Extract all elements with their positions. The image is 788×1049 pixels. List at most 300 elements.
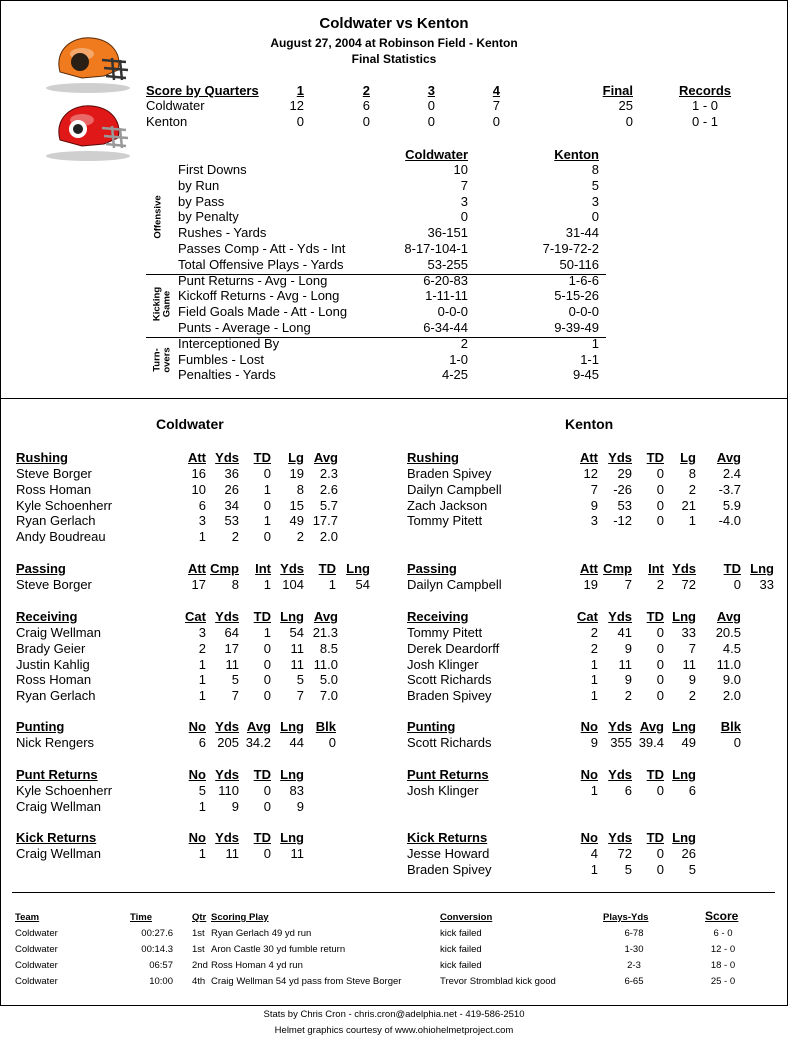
passing-col-header: TD	[318, 561, 336, 576]
score-record-value: 1 - 0	[691, 98, 718, 113]
player-stat-value: 11	[225, 846, 239, 861]
player-stat-value: 0	[328, 735, 336, 750]
player-name: Josh Klinger	[407, 783, 479, 798]
player-name: Braden Spivey	[407, 688, 492, 703]
scoring-play: Ryan Gerlach 49 yd run	[211, 928, 312, 939]
player-stat-value: 1	[263, 625, 271, 640]
score-quarter-value: 0	[362, 114, 370, 129]
player-stat-value: 9	[624, 672, 632, 687]
player-stat-value: 7	[590, 482, 598, 497]
player-stat-value: 8.5	[319, 641, 338, 656]
records-header: Records	[678, 83, 732, 98]
player-name: Craig Wellman	[16, 846, 102, 861]
player-stat-value: 8	[231, 577, 239, 592]
player-stat-value: 0	[656, 625, 664, 640]
player-stat-value: 11	[290, 641, 304, 656]
scoring-team: Coldwater	[15, 960, 58, 971]
player-stat-value: 2	[688, 688, 696, 703]
player-stat-value: 19	[583, 577, 598, 592]
receiving-col-header: Cat	[577, 609, 598, 624]
coldwater-helmet-icon	[42, 30, 134, 94]
player-stat-value: 72	[681, 577, 696, 592]
punting-col-header: No	[188, 719, 206, 734]
punt-returns-col-header: TD	[253, 767, 271, 782]
score-final-value: 0	[625, 114, 633, 129]
punt-returns-col-header: TD	[646, 767, 664, 782]
player-stat-value: 36	[224, 466, 239, 481]
player-stat-value: 2	[624, 688, 632, 703]
player-stat-value: 2.0	[722, 688, 741, 703]
player-stat-value: 5.0	[319, 672, 338, 687]
player-stat-value: 0	[656, 657, 664, 672]
kick-returns-col-header: No	[580, 830, 598, 845]
receiving-col-header: Yds	[608, 609, 632, 624]
player-stat-value: 0	[263, 498, 271, 513]
scoring-play: Ross Homan 4 yd run	[211, 960, 303, 971]
player-stat-value: 53	[224, 513, 239, 528]
page-subtitle-2: Final Statistics	[351, 52, 437, 66]
player-stat-value: 17	[224, 641, 239, 656]
player-stat-value: 0	[263, 688, 271, 703]
player-stat-value: 6	[624, 783, 632, 798]
player-stat-value: 0	[656, 862, 664, 877]
player-name: Braden Spivey	[407, 862, 492, 877]
player-stat-value: 44	[289, 735, 304, 750]
score-quarter-value: 0	[427, 98, 435, 113]
player-stat-value: 7	[231, 688, 239, 703]
player-name: Ryan Gerlach	[16, 513, 96, 528]
scoring-header-play: Scoring Play	[211, 912, 269, 923]
player-stat-value: 54	[355, 577, 370, 592]
kick-returns-title: Kick Returns	[407, 830, 488, 845]
player-stat-value: 1	[198, 672, 206, 687]
player-stat-value: 2	[656, 577, 664, 592]
team-stat-kenton: 50-116	[559, 257, 599, 272]
player-stat-value: 0	[263, 529, 271, 544]
passing-col-header: Yds	[280, 561, 304, 576]
player-stat-value: 4	[590, 846, 598, 861]
team-stat-name: by Penalty	[178, 209, 239, 224]
punt-returns-col-header: Lng	[672, 767, 696, 782]
team-stat-kenton: 1-1	[580, 352, 599, 367]
player-name: Ryan Gerlach	[16, 688, 96, 703]
player-name: Craig Wellman	[16, 625, 102, 640]
scoring-conversion: kick failed	[440, 928, 482, 939]
player-stat-value: 34	[224, 498, 239, 513]
player-stat-value: 26	[224, 482, 239, 497]
stat-group-label: Turn- overs	[151, 346, 173, 373]
player-stat-value: 33	[681, 625, 696, 640]
player-name: Dailyn Campbell	[407, 577, 502, 592]
team-stat-name: Total Offensive Plays - Yards	[178, 257, 344, 272]
player-stat-value: 11	[682, 657, 696, 672]
player-stat-value: 0	[656, 672, 664, 687]
kick-returns-col-header: Yds	[608, 830, 632, 845]
team-stat-name: Passes Comp - Att - Yds - Int	[178, 241, 346, 256]
player-stat-value: 1	[198, 529, 206, 544]
player-stat-value: 2	[688, 482, 696, 497]
player-stat-value: 39.4	[638, 735, 664, 750]
player-stat-value: 72	[617, 846, 632, 861]
player-stat-value: 41	[617, 625, 632, 640]
receiving-col-header: Lng	[672, 609, 696, 624]
team-stat-kenton: 8	[591, 162, 599, 177]
quarter-4-header: 4	[492, 83, 500, 98]
scoring-conversion: Trevor Stromblad kick good	[440, 976, 556, 987]
passing-title: Passing	[407, 561, 457, 576]
player-stat-value: 16	[191, 466, 206, 481]
scoring-qtr: 1st	[192, 944, 205, 955]
player-stat-value: 6	[198, 498, 206, 513]
kick-returns-col-header: Lng	[280, 830, 304, 845]
player-name: Zach Jackson	[407, 498, 488, 513]
player-stat-value: 26	[681, 846, 696, 861]
punting-col-header: Yds	[215, 719, 239, 734]
player-stat-value: 0	[656, 688, 664, 703]
team-stat-kenton: 3	[591, 194, 599, 209]
kick-returns-col-header: Yds	[215, 830, 239, 845]
player-name: Jesse Howard	[407, 846, 490, 861]
scoring-play: Craig Wellman 54 yd pass from Steve Borger	[211, 976, 402, 987]
player-name: Andy Boudreau	[16, 529, 106, 544]
player-stat-value: 0	[733, 735, 741, 750]
rushing-title: Rushing	[407, 450, 459, 465]
player-stat-value: 5.7	[319, 498, 338, 513]
player-stat-value: 0	[263, 657, 271, 672]
player-stat-value: 9	[688, 672, 696, 687]
rushing-col-header: Att	[187, 450, 206, 465]
player-stat-value: 1	[263, 577, 271, 592]
player-stat-value: 11	[290, 846, 304, 861]
player-name: Kyle Schoenherr	[16, 783, 113, 798]
scoring-conversion: kick failed	[440, 960, 482, 971]
team-stat-coldwater: 7	[460, 178, 468, 193]
player-stat-value: 0	[263, 641, 271, 656]
player-stat-value: 5	[231, 672, 239, 687]
team-stat-coldwater: 4-25	[441, 367, 468, 382]
score-quarter-value: 0	[427, 114, 435, 129]
player-stat-value: 0	[656, 513, 664, 528]
player-name: Ross Homan	[16, 672, 92, 687]
player-name: Nick Rengers	[16, 735, 95, 750]
passing-col-header: Lng	[346, 561, 370, 576]
team-stat-name: Rushes - Yards	[178, 225, 267, 240]
player-stat-value: 6	[198, 735, 206, 750]
stat-group-label: Kicking Game	[151, 287, 173, 322]
team-stat-coldwater: 53-255	[427, 257, 468, 272]
score-quarter-value: 0	[492, 114, 500, 129]
team-stat-coldwater: 6-20-83	[423, 273, 468, 288]
scoring-time: 00:27.6	[141, 928, 173, 939]
player-stat-value: 1	[590, 672, 598, 687]
quarter-3-header: 3	[427, 83, 435, 98]
player-stat-value: 2.6	[319, 482, 338, 497]
player-stat-value: 1	[263, 513, 271, 528]
rushing-col-header: Avg	[313, 450, 338, 465]
team-stat-coldwater: 36-151	[427, 225, 468, 240]
right-team-header: Kenton	[565, 416, 614, 432]
player-stat-value: 2.0	[319, 529, 338, 544]
score-final-value: 25	[618, 98, 633, 113]
player-stat-value: 11.0	[716, 657, 741, 672]
score-quarter-value: 0	[296, 114, 304, 129]
player-stat-value: 0	[263, 846, 271, 861]
team-stat-coldwater: 2	[460, 336, 468, 351]
team-stat-coldwater: 0-0-0	[437, 304, 468, 319]
scoring-qtr: 2nd	[192, 960, 208, 971]
scoring-score: 18 - 0	[710, 960, 736, 971]
scoring-time: 06:57	[149, 960, 173, 971]
player-stat-value: 5	[296, 672, 304, 687]
team-stat-kenton: 9-45	[572, 367, 599, 382]
kick-returns-col-header: Lng	[672, 830, 696, 845]
scoring-qtr: 4th	[192, 976, 206, 987]
punting-col-header: Avg	[639, 719, 664, 734]
player-stat-value: 0	[263, 799, 271, 814]
player-stat-value: 11.0	[313, 657, 338, 672]
scoring-header-conversion: Conversion	[440, 912, 493, 923]
player-stat-value: -3.7	[718, 482, 741, 497]
rushing-col-header: TD	[646, 450, 664, 465]
player-stat-value: 11	[290, 657, 304, 672]
receiving-title: Receiving	[16, 609, 78, 624]
scoring-header-team: Team	[15, 912, 40, 923]
passing-col-header: TD	[723, 561, 741, 576]
player-stat-value: 110	[218, 783, 239, 798]
player-stat-value: 3	[590, 513, 598, 528]
player-stat-value: 1	[688, 513, 696, 528]
punting-col-header: Blk	[315, 719, 336, 734]
player-stat-value: 0	[656, 846, 664, 861]
punt-returns-col-header: Yds	[215, 767, 239, 782]
rushing-col-header: TD	[253, 450, 271, 465]
team-stat-name: by Pass	[178, 194, 225, 209]
player-stat-value: 49	[681, 735, 696, 750]
passing-title: Passing	[16, 561, 66, 576]
scoring-conversion: kick failed	[440, 944, 482, 955]
receiving-title: Receiving	[407, 609, 469, 624]
player-stat-value: 7	[688, 641, 696, 656]
rushing-col-header: Yds	[608, 450, 632, 465]
punting-col-header: Blk	[720, 719, 741, 734]
punt-returns-col-header: Yds	[608, 767, 632, 782]
receiving-col-header: Lng	[280, 609, 304, 624]
rushing-col-header: Yds	[215, 450, 239, 465]
team-stat-coldwater: 6-34-44	[423, 320, 468, 335]
score-team-name: Kenton	[146, 114, 188, 129]
punting-col-header: Lng	[280, 719, 304, 734]
player-stat-value: 0	[263, 672, 271, 687]
final-header: Final	[602, 83, 633, 98]
player-stat-value: 83	[289, 783, 304, 798]
quarter-1-header: 1	[296, 83, 304, 98]
player-name: Braden Spivey	[407, 466, 492, 481]
stat-group-label: Offensive	[151, 195, 163, 239]
player-stat-value: 17	[191, 577, 206, 592]
score-quarter-value: 7	[492, 98, 500, 113]
player-stat-value: 11	[225, 657, 239, 672]
player-stat-value: -26	[613, 482, 632, 497]
player-stat-value: 1	[590, 783, 598, 798]
scoring-score: 6 - 0	[713, 928, 733, 939]
punting-col-header: Avg	[246, 719, 271, 734]
receiving-col-header: TD	[646, 609, 664, 624]
team-stats-col1: Coldwater	[405, 147, 468, 162]
team-stat-coldwater: 8-17-104-1	[404, 241, 468, 256]
rushing-col-header: Att	[579, 450, 598, 465]
scoring-header-time: Time	[130, 912, 153, 923]
team-stat-name: by Run	[178, 178, 220, 193]
player-name: Scott Richards	[407, 672, 492, 687]
player-stat-value: 0	[656, 482, 664, 497]
player-stat-value: 10	[191, 482, 206, 497]
player-stat-value: 54	[289, 625, 304, 640]
scoring-team: Coldwater	[15, 944, 58, 955]
player-stat-value: 8	[296, 482, 304, 497]
player-stat-value: 1	[263, 482, 271, 497]
scoring-divider	[12, 892, 775, 893]
scoring-plays-yds: 6-65	[624, 976, 644, 987]
player-stat-value: 0	[733, 577, 741, 592]
player-stat-value: 11	[618, 657, 632, 672]
player-stat-value: 2.3	[319, 466, 338, 481]
player-stat-value: 5	[688, 862, 696, 877]
punting-title: Punting	[16, 719, 65, 734]
team-stats-col2: Kenton	[554, 147, 599, 162]
player-stat-value: 29	[617, 466, 632, 481]
player-stat-value: 7.0	[319, 688, 338, 703]
player-stat-value: 15	[289, 498, 304, 513]
player-stat-value: 3	[198, 513, 206, 528]
player-stat-value: 20.5	[715, 625, 741, 640]
team-stat-name: First Downs	[178, 162, 247, 177]
player-stat-value: -12	[613, 513, 632, 528]
player-stat-value: 2	[296, 529, 304, 544]
receiving-col-header: Avg	[716, 609, 741, 624]
player-stat-value: 21	[681, 498, 696, 513]
team-stat-kenton: 0-0-0	[568, 304, 599, 319]
passing-col-header: Lng	[750, 561, 774, 576]
rushing-col-header: Lg	[680, 450, 696, 465]
player-stat-value: 9	[590, 498, 598, 513]
team-stat-kenton: 5	[591, 178, 599, 193]
team-stat-name: Field Goals Made - Att - Long	[178, 304, 348, 319]
page-title: Coldwater vs Kenton	[319, 15, 469, 32]
rushing-col-header: Lg	[288, 450, 304, 465]
team-stat-kenton: 0	[591, 209, 599, 224]
player-stat-value: 7	[624, 577, 632, 592]
player-stat-value: 0	[263, 783, 271, 798]
scoring-header-plays-yds: Plays-Yds	[603, 912, 649, 923]
player-stat-value: 9	[296, 799, 304, 814]
scoring-plays-yds: 6-78	[624, 928, 644, 939]
receiving-col-header: Yds	[215, 609, 239, 624]
scoring-time: 10:00	[149, 976, 173, 987]
player-stat-value: 0	[656, 783, 664, 798]
team-stat-kenton: 31-44	[565, 225, 599, 240]
team-stat-coldwater: 1-0	[449, 352, 468, 367]
punt-returns-col-header: No	[580, 767, 598, 782]
player-name: Ross Homan	[16, 482, 92, 497]
player-stat-value: 0	[656, 641, 664, 656]
player-stat-value: 0	[656, 498, 664, 513]
scoring-score: 25 - 0	[710, 976, 736, 987]
player-stat-value: 64	[224, 625, 239, 640]
punting-col-header: No	[580, 719, 598, 734]
player-stat-value: 104	[282, 577, 304, 592]
punt-returns-title: Punt Returns	[407, 767, 489, 782]
team-stat-name: Punts - Average - Long	[178, 320, 311, 335]
player-stat-value: 1	[198, 799, 206, 814]
score-team-name: Coldwater	[146, 98, 205, 113]
player-stat-value: 205	[217, 735, 239, 750]
team-stat-name: Fumbles - Lost	[178, 352, 264, 367]
player-stat-value: 1	[328, 577, 336, 592]
player-stat-value: 1	[198, 657, 206, 672]
team-stat-kenton: 5-15-26	[554, 288, 599, 303]
left-team-header: Coldwater	[156, 416, 224, 432]
team-stat-name: Interceptioned By	[178, 336, 280, 351]
team-stat-name: Punt Returns - Avg - Long	[178, 273, 328, 288]
quarter-2-header: 2	[362, 83, 370, 98]
player-name: Tommy Pitett	[407, 625, 483, 640]
player-stat-value: 33	[759, 577, 774, 592]
player-stat-value: 12	[583, 466, 598, 481]
team-stat-name: Kickoff Returns - Avg - Long	[178, 288, 340, 303]
player-name: Justin Kahlig	[16, 657, 90, 672]
player-stat-value: 34.2	[245, 735, 271, 750]
player-name: Kyle Schoenherr	[16, 498, 113, 513]
punting-col-header: Yds	[608, 719, 632, 734]
player-stat-value: -4.0	[718, 513, 741, 528]
player-stat-value: 53	[617, 498, 632, 513]
receiving-col-header: TD	[253, 609, 271, 624]
player-stat-value: 9.0	[722, 672, 741, 687]
player-stat-value: 1	[198, 846, 206, 861]
receiving-col-header: Cat	[185, 609, 206, 624]
punt-returns-title: Punt Returns	[16, 767, 98, 782]
team-stat-coldwater: 10	[453, 162, 468, 177]
page-subtitle: August 27, 2004 at Robinson Field - Kenton	[270, 36, 518, 50]
section-divider	[0, 398, 788, 399]
player-stat-value: 5	[624, 862, 632, 877]
score-record-value: 0 - 1	[691, 114, 718, 129]
player-stat-value: 21.3	[312, 625, 338, 640]
player-stat-value: 1	[590, 862, 598, 877]
scoring-header-qtr: Qtr	[192, 912, 207, 923]
player-name: Derek Deardorff	[407, 641, 500, 656]
team-stat-name: Penalties - Yards	[178, 367, 276, 382]
kick-returns-col-header: No	[188, 830, 206, 845]
player-name: Josh Klinger	[407, 657, 479, 672]
player-stat-value: 0	[263, 466, 271, 481]
team-stat-coldwater: 1-11-11	[425, 288, 468, 303]
player-stat-value: 5.9	[722, 498, 741, 513]
team-stat-coldwater: 0	[460, 209, 468, 224]
player-stat-value: 17.7	[312, 513, 338, 528]
scoring-plays-yds: 2-3	[627, 960, 641, 971]
punt-returns-col-header: No	[188, 767, 206, 782]
player-stat-value: 5	[198, 783, 206, 798]
score-quarter-value: 6	[362, 98, 370, 113]
player-stat-value: 2	[198, 641, 206, 656]
player-name: Brady Geier	[16, 641, 86, 656]
player-stat-value: 49	[289, 513, 304, 528]
passing-col-header: Cmp	[603, 561, 632, 576]
punting-title: Punting	[407, 719, 456, 734]
scoring-qtr: 1st	[192, 928, 205, 939]
player-stat-value: 19	[289, 466, 304, 481]
